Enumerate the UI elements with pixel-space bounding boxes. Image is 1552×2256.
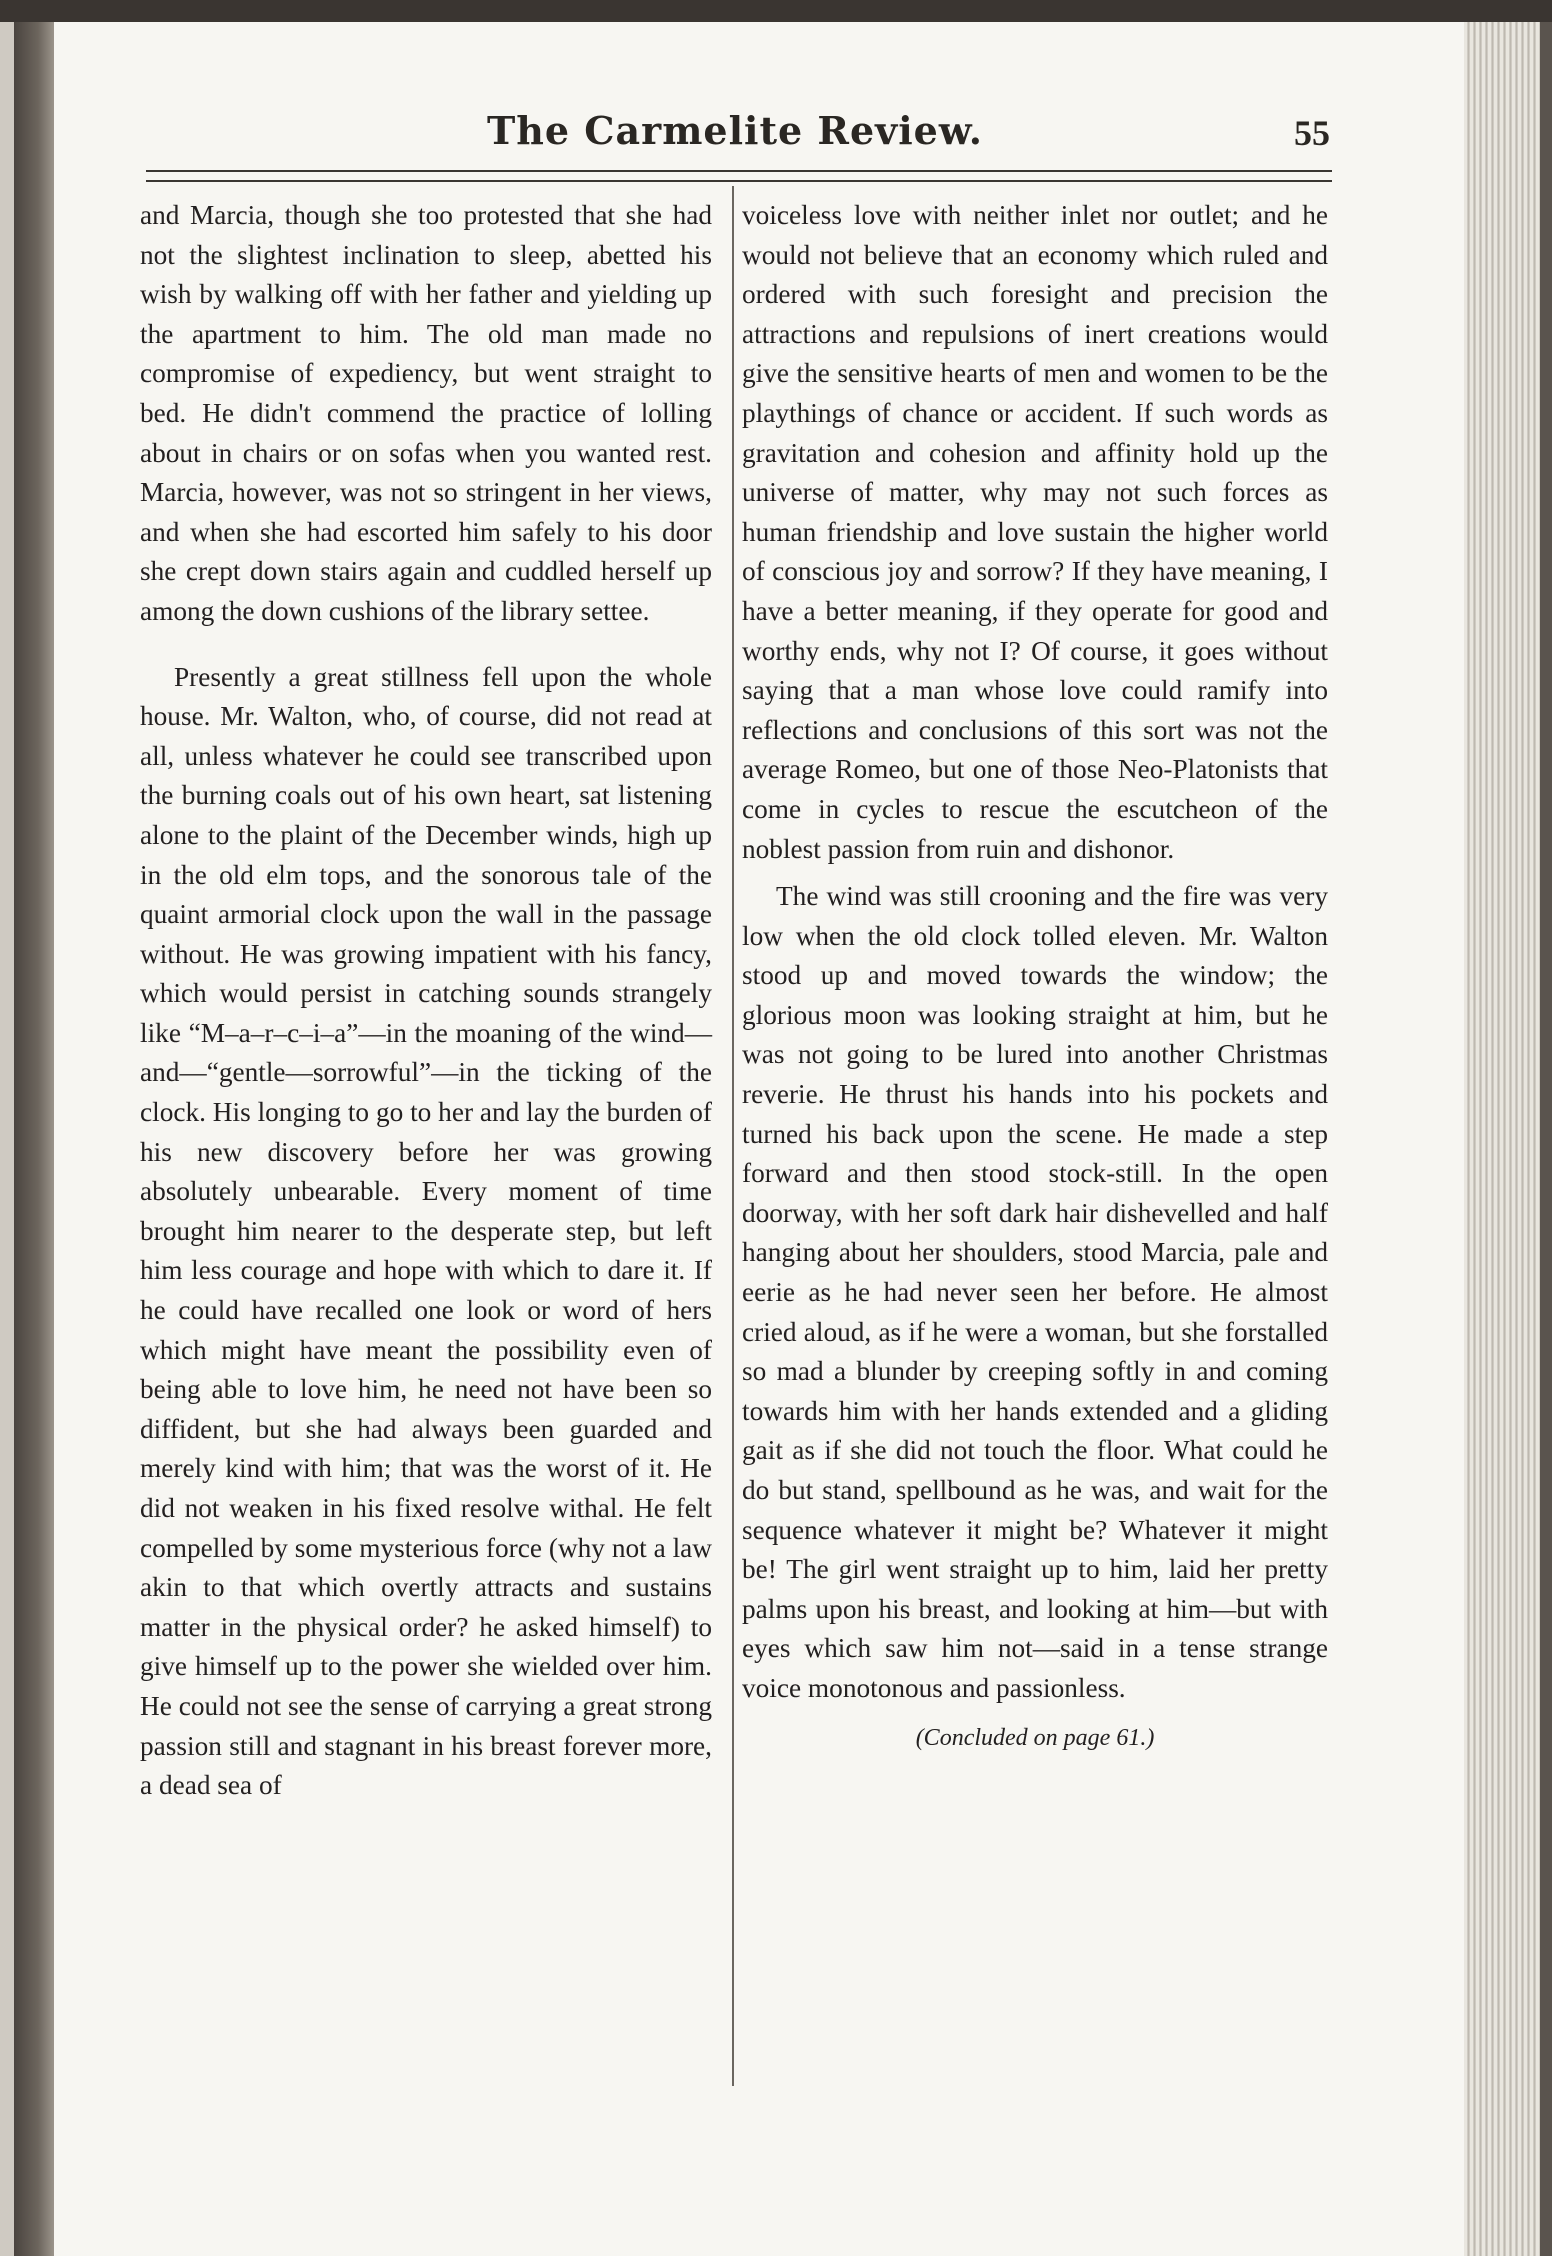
right-paragraph-2: The wind was still crooning and the fire was very low when the old clock tolled eleven. Mr. Walton stood up and moved towards the window; the glorious moon was looking straight at him, but he was not going to be lured into another Christmas reverie. He thrust his hands into his pockets and turned his back upon the scene. He made a step forward and then stood stock-still. In the open doorway, with her soft dark hair dishevelled and half hanging about her shoulders, stood Marcia, pale and eerie as he had never seen her before. He almost cried aloud, as if he were a woman, but she forstalled so mad a blunder by creeping softly in and coming towards him with her hands extended and a gliding gait as if she did not touch the floor. What could he do but stand, spellbound as he was, and wait for the sequence whatever it might be? Whatever it might be! The girl went straight up to him, laid her pretty palms upon his breast, and looking at him—but with eyes which saw him not—said in a tense strange voice monotonous and passionless.: [742, 881, 1328, 1703]
left-column: [140, 196, 712, 1806]
stacked-page-edges: [1464, 22, 1552, 2256]
book-edge-shadow: [1540, 22, 1552, 2256]
running-header: [140, 108, 1330, 168]
left-paragraph-1: and Marcia, though she too protested that she had not the slightest inclination to sleep, abetted his wish by walking off with her father and yielding up the apartment to him. The old man made no compromise of expediency, but went straight to bed. He didn't commend the practice of lolling about in chairs or on sofas when you wanted rest. Marcia, however, was not so stringent in her views, and when she had escorted him safely to his door she crept down stairs again and cuddled herself up among the down cushions of the library settee.: [140, 200, 712, 626]
column-divider: [732, 186, 734, 2086]
right-paragraph-1: voiceless love with neither inlet nor outlet; and he would not believe that an economy which ruled and ordered with such foresight and precision the attractions and repulsions of inert creations would give the sensitive hearts of men and women to be the playthings of chance or accident. If such words as gravitation and cohesion and affinity hold up the universe of matter, why may not such forces as human friendship and love sustain the higher world of conscious joy and sorrow? If they have meaning, I have a better meaning, if they operate for good and worthy ends, why not I? Of course, it goes without saying that a man whose love could ramify into reflections and conclusions of this sort was not the average Romeo, but one of those Neo-Platonists that come in cycles to rescue the escutcheon of the noblest passion from ruin and dishonor.: [742, 200, 1328, 864]
binding-gutter: [14, 22, 54, 2256]
journal-title: The Carmelite Review.: [487, 108, 983, 153]
header-rule-bottom: [146, 180, 1332, 182]
continuation-note: (Concluded on page 61.): [915, 1724, 1155, 1751]
header-rule-top: [146, 170, 1332, 172]
page-left-edge: [0, 22, 14, 2256]
right-column: [742, 196, 1328, 1758]
left-paragraph-2: Presently a great stillness fell upon the whole house. Mr. Walton, who, of course, did not read at all, unless whatever he could see transcribed upon the burning coals out of his own heart, sat listening alone to the plaint of the December winds, high up in the old elm tops, and the sonorous tale of the quaint armorial clock upon the wall in the passage without. He was growing impatient with his fancy, which would persist in catching sounds strangely like “M–a–r–c–i–a”—in the moaning of the wind—and—“gentle—sorrowful”—in the ticking of the clock. His longing to go to her and lay the burden of his new discovery before her was growing absolutely unbearable. Every moment of time brought him nearer to the desperate step, but left him less courage and hope with which to dare it. If he could have recalled one look or word of hers which might have meant the possibility even of being able to love him, he need not have been so diffident, but she had always been guarded and merely kind with him; that was the worst of it. He did not weaken in his fixed resolve withal. He felt compelled by some mysterious force (why not a law akin to that which overtly attracts and sustains matter in the physical order? he asked himself) to give himself up to the power she wielded over him. He could not see the sense of carrying a great strong passion still and stagnant in his breast forever more, a dead sea of: [140, 661, 712, 1801]
page-number: 55: [1294, 113, 1330, 153]
